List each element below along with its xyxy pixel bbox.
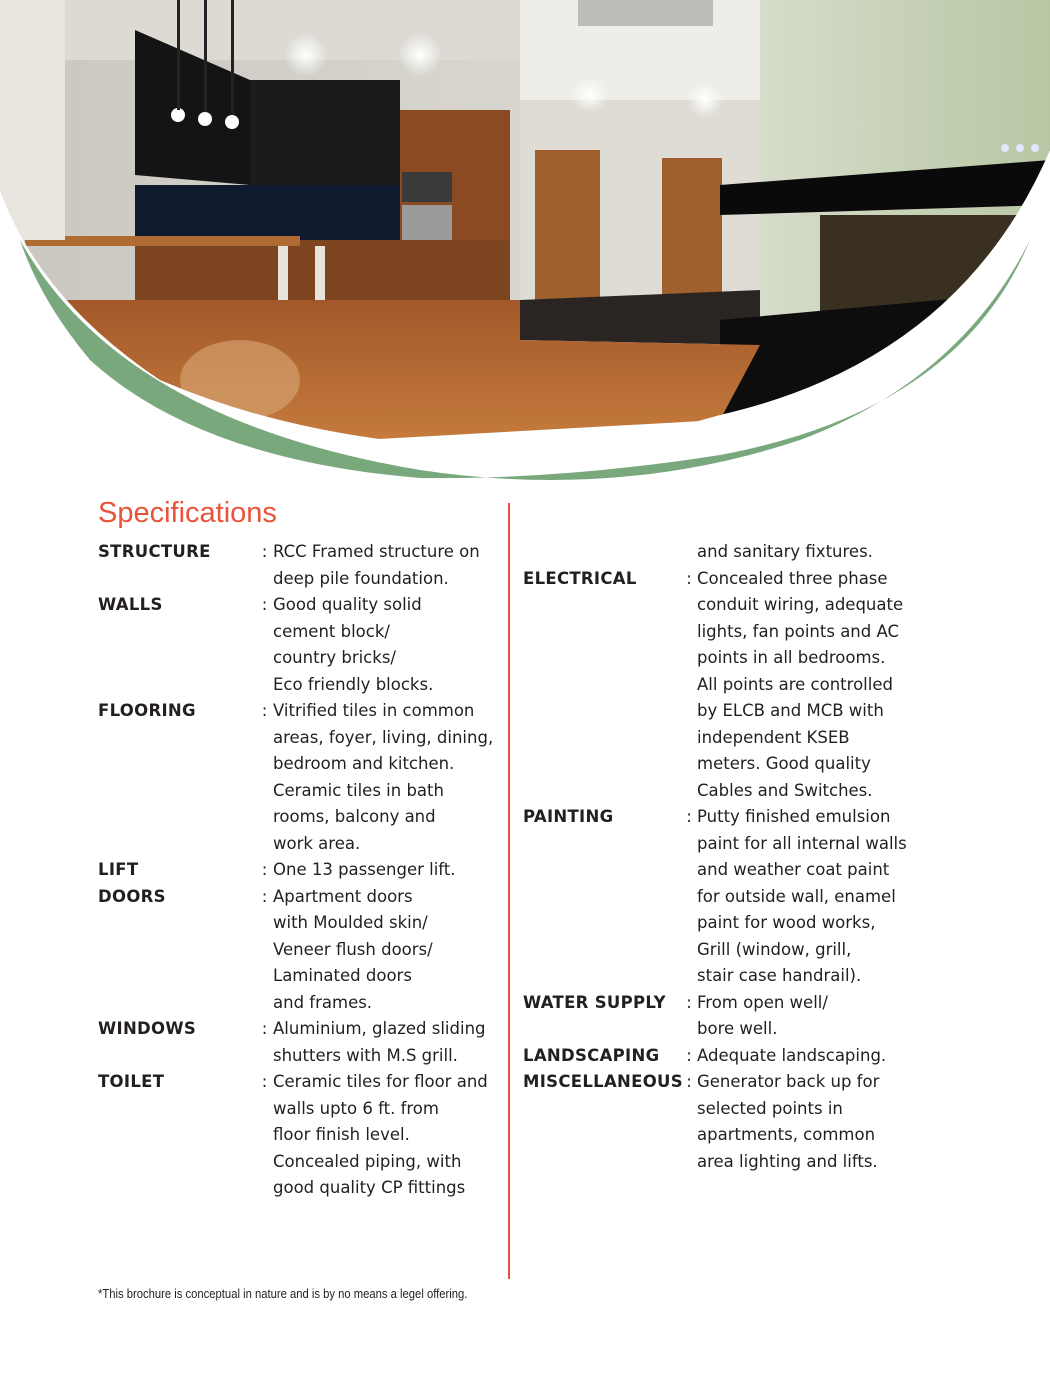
spec-row xyxy=(523,539,927,566)
spec-label: PAINTING xyxy=(523,807,614,826)
spec-value xyxy=(697,1043,927,1070)
spec-row xyxy=(98,539,503,592)
spec-value xyxy=(697,804,927,990)
spec-value-line: shutters with M.S grill. xyxy=(273,1045,458,1065)
spec-value-line: bedroom and kitchen. xyxy=(273,754,455,773)
spec-value-line: Grill (window, grill, xyxy=(697,939,852,959)
spec-value-line: and weather coat paint xyxy=(697,860,890,879)
spec-colon: : xyxy=(261,860,268,879)
spec-colon: : xyxy=(261,1072,268,1091)
spec-value-line: Putty finished emulsion xyxy=(697,807,891,826)
spec-value-line: Cables and Switches. xyxy=(697,780,873,800)
spec-value-line: floor finish level. xyxy=(273,1125,410,1144)
spec-colon: : xyxy=(686,992,692,1012)
spec-value-line: deep pile foundation. xyxy=(273,568,449,588)
spec-colon: : xyxy=(686,1045,692,1065)
spec-value-line: areas, foyer, living, dining, xyxy=(273,727,494,747)
spec-value-line: bore well. xyxy=(697,1019,778,1038)
spec-value-line: good quality CP fittings xyxy=(273,1178,466,1197)
spec-value-line: Adequate landscaping. xyxy=(697,1045,887,1065)
spec-row xyxy=(98,1069,503,1202)
column-divider xyxy=(508,503,510,1279)
interior-photo-illustration xyxy=(0,0,1050,500)
spec-value-line: Ceramic tiles for floor and xyxy=(273,1072,488,1091)
spec-colon xyxy=(681,539,697,566)
spec-value xyxy=(273,1069,503,1202)
spec-row xyxy=(523,1043,927,1070)
spec-row xyxy=(98,1016,503,1069)
spec-value-line: Concealed piping, with xyxy=(273,1151,462,1171)
spec-value-line: From open well/ xyxy=(697,992,828,1012)
spec-value xyxy=(273,539,503,592)
spec-row xyxy=(98,698,503,857)
spec-value-line: Eco friendly blocks. xyxy=(273,674,434,694)
spec-label: DOORS xyxy=(98,886,166,906)
spec-value-line: by ELCB and MCB with xyxy=(697,701,884,720)
spec-row xyxy=(523,804,927,990)
spec-colon: : xyxy=(261,1019,268,1038)
spec-value-line: and frames. xyxy=(273,992,373,1012)
spec-value-line: rooms, balcony and xyxy=(273,807,436,826)
spec-label: WINDOWS xyxy=(98,1019,197,1038)
spec-value-line: stair case handrail). xyxy=(697,966,862,985)
spec-value xyxy=(697,566,927,805)
spec-value-line: Concealed three phase xyxy=(697,568,888,588)
spec-value xyxy=(697,1069,927,1175)
spec-value-line: paint for wood works, xyxy=(697,913,876,932)
spec-colon: : xyxy=(261,886,268,906)
spec-value-line: All points are controlled xyxy=(697,674,893,694)
spec-value-line: for outside wall, enamel xyxy=(697,886,896,906)
spec-row xyxy=(98,592,503,698)
spec-value-line: area lighting and lifts. xyxy=(697,1151,878,1171)
spec-value-line: Good quality solid xyxy=(273,595,422,614)
spec-label: TOILET xyxy=(98,1072,165,1091)
specs-left-column xyxy=(98,539,503,1202)
spec-row xyxy=(523,990,927,1043)
spec-value-line: work area. xyxy=(273,833,361,853)
spec-value-line: independent KSEB xyxy=(697,727,850,747)
spec-row xyxy=(98,857,503,884)
spec-colon: : xyxy=(686,568,692,588)
spec-value xyxy=(273,698,503,857)
spec-value-line: One 13 passenger lift. xyxy=(273,860,456,879)
hero-photo xyxy=(0,0,1050,500)
spec-value-line: Veneer flush doors/ xyxy=(273,939,433,959)
spec-value-line: paint for all internal walls xyxy=(697,833,907,853)
spec-colon: : xyxy=(686,1072,692,1091)
spec-value-line: with Moulded skin/ xyxy=(273,913,428,932)
spec-value-line: apartments, common xyxy=(697,1125,876,1144)
spec-label: MISCELLANEOUS xyxy=(523,1072,683,1091)
spec-value xyxy=(273,1016,503,1069)
spec-value xyxy=(273,884,503,1017)
spec-label: LIFT xyxy=(98,860,139,879)
spec-value-line: selected points in xyxy=(697,1098,843,1118)
spec-label: FLOORING xyxy=(98,701,196,720)
spec-value-line: Aluminium, glazed sliding xyxy=(273,1019,486,1038)
spec-colon: : xyxy=(261,701,268,720)
spec-value-line: lights, fan points and AC xyxy=(697,621,900,641)
spec-value-line: country bricks/ xyxy=(273,648,396,667)
spec-value-line: Vitrified tiles in common xyxy=(273,701,475,720)
spec-value-line: Apartment doors xyxy=(273,886,413,906)
spec-value-line: walls upto 6 ft. from xyxy=(273,1098,439,1118)
specs-right-column xyxy=(523,539,927,1175)
spec-value-line: points in all bedrooms. xyxy=(697,648,886,667)
spec-value-line: and sanitary fixtures. xyxy=(697,542,873,561)
spec-label xyxy=(523,539,681,566)
spec-row xyxy=(523,566,927,805)
spec-value-line: meters. Good quality xyxy=(697,754,871,773)
spec-value-line: RCC Framed structure on xyxy=(273,542,480,561)
spec-value xyxy=(273,857,503,884)
spec-label: WATER SUPPLY xyxy=(523,992,666,1012)
spec-value-line: cement block/ xyxy=(273,621,390,641)
disclaimer: *This brochure is conceptual in nature and is by no means a legel offering. xyxy=(98,1287,468,1301)
spec-label: LANDSCAPING xyxy=(523,1045,660,1065)
spec-value-line: Laminated doors xyxy=(273,966,412,985)
spec-colon: : xyxy=(261,595,268,614)
spec-value-line: Generator back up for xyxy=(697,1072,880,1091)
spec-value-line: Ceramic tiles in bath xyxy=(273,780,444,800)
spec-value xyxy=(697,539,927,566)
spec-value xyxy=(273,592,503,698)
page-title: Specifications xyxy=(98,497,277,529)
spec-label: ELECTRICAL xyxy=(523,568,637,588)
spec-row xyxy=(98,884,503,1017)
spec-label: STRUCTURE xyxy=(98,542,211,561)
spec-value xyxy=(697,990,927,1043)
spec-row xyxy=(523,1069,927,1175)
spec-colon: : xyxy=(686,807,692,826)
spec-value-line: conduit wiring, adequate xyxy=(697,595,904,614)
spec-label: WALLS xyxy=(98,595,163,614)
spec-colon: : xyxy=(261,542,268,561)
